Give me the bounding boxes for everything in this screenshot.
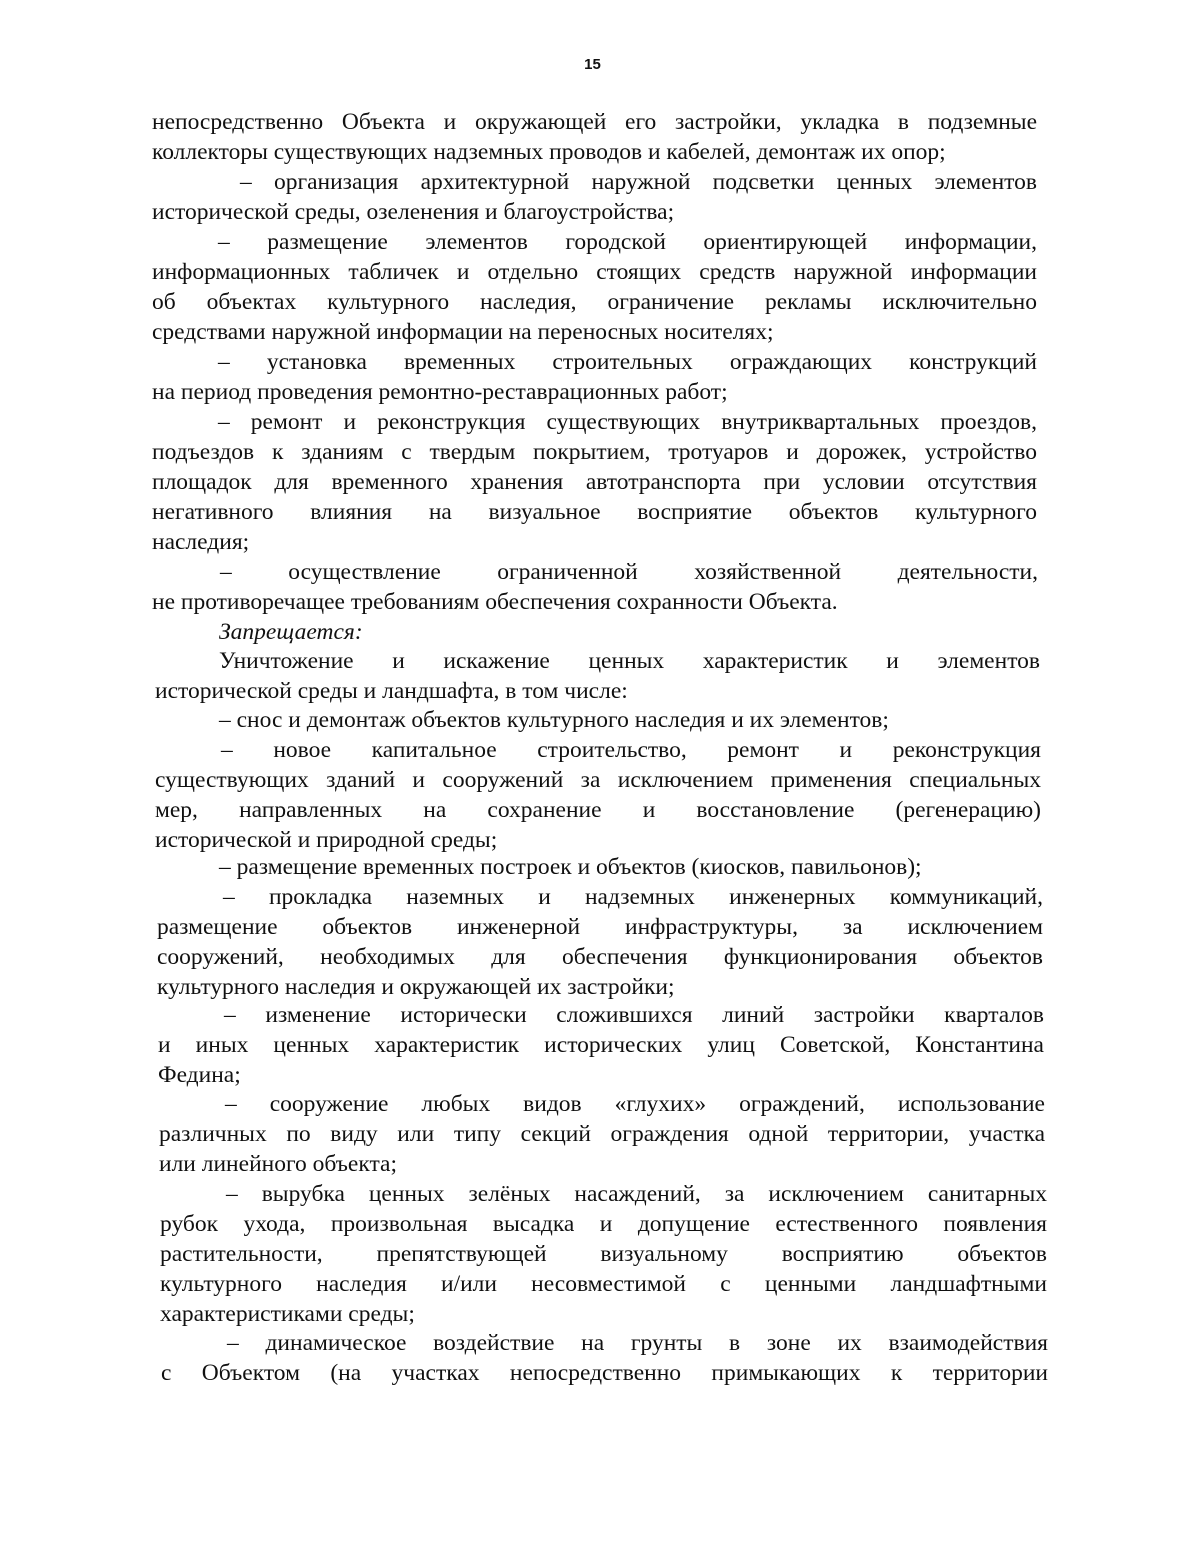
- paragraph: [152, 107, 1037, 167]
- text-line: с Объектом (на участках непосредственно примыкающих к территории: [161, 1360, 1048, 1386]
- paragraph: [152, 167, 1037, 227]
- paragraph: [219, 705, 1040, 735]
- text-line: коллекторы существующих надземных проводов и кабелей, демонтаж их опор;: [152, 139, 946, 165]
- text-line: размещение объектов инженерной инфраструктуры, за исключением: [157, 914, 1043, 940]
- text-line: – размещение элементов городской ориентирующей информации,: [218, 229, 1037, 255]
- text-line: исторической среды, озеленения и благоустройства;: [152, 199, 675, 225]
- paragraph: [159, 1089, 1045, 1179]
- text-line: об объектах культурного наследия, ограничение рекламы исключительно: [152, 289, 1037, 315]
- text-line: площадок для временного хранения автотранспорта при условии отсутствия: [152, 469, 1037, 495]
- paragraph: [152, 557, 1038, 617]
- text-line: культурного наследия и/или несовместимой с ценными ландшафтными: [160, 1271, 1047, 1297]
- text-line: – размещение временных построек и объектов (киосков, павильонов);: [219, 854, 922, 880]
- paragraph: [157, 882, 1043, 1002]
- text-line: культурного наследия и окружающей их застройки;: [157, 974, 675, 1000]
- text-line: существующих зданий и сооружений за исключением применения специальных: [155, 767, 1041, 793]
- text-line: – прокладка наземных и надземных инженерных коммуникаций,: [223, 884, 1043, 910]
- text-line: – вырубка ценных зелёных насаждений, за исключением санитарных: [226, 1181, 1047, 1207]
- text-line: характеристиками среды;: [160, 1301, 415, 1327]
- page-number: 15: [584, 56, 601, 73]
- paragraph: [152, 407, 1037, 557]
- text-line: – установка временных строительных ограждающих конструкций: [218, 349, 1037, 375]
- paragraph: [152, 227, 1037, 347]
- text-line: наследия;: [152, 529, 250, 555]
- text-line: на период проведения ремонтно-реставрационных работ;: [152, 379, 728, 405]
- text-line: различных по виду или типу секций ограждения одной территории, участка: [159, 1121, 1045, 1147]
- paragraph: [155, 646, 1040, 706]
- text-line: – динамическое воздействие на грунты в зоне их взаимодействия: [227, 1330, 1048, 1356]
- text-line: исторической и природной среды;: [155, 827, 498, 853]
- section-heading: [219, 617, 619, 647]
- text-line: – сооружение любых видов «глухих» ограждений, использование: [225, 1091, 1045, 1117]
- text-line: непосредственно Объекта и окружающей его застройки, укладка в подземные: [152, 109, 1037, 135]
- text-line: рубок ухода, произвольная высадка и допущение естественного появления: [160, 1211, 1047, 1237]
- paragraph: [152, 347, 1037, 407]
- paragraph: [158, 1000, 1044, 1090]
- text-line: подъездов к зданиям с твердым покрытием, тротуаров и дорожек, устройство: [152, 439, 1037, 465]
- text-line: или линейного объекта;: [159, 1151, 397, 1177]
- paragraph: [160, 1179, 1047, 1329]
- heading-text: Запрещается:: [219, 619, 363, 645]
- text-line: – снос и демонтаж объектов культурного наследия и их элементов;: [219, 707, 889, 733]
- text-line: Уничтожение и искажение ценных характеристик и элементов: [219, 648, 1040, 674]
- text-line: сооружений, необходимых для обеспечения функционирования объектов: [157, 944, 1043, 970]
- text-line: растительности, препятствующей визуальному восприятию объектов: [160, 1241, 1047, 1267]
- text-line: – ремонт и реконструкция существующих внутриквартальных проездов,: [218, 409, 1037, 435]
- text-line: информационных табличек и отдельно стоящих средств наружной информации: [152, 259, 1037, 285]
- text-line: и иных ценных характеристик исторических улиц Советской, Константина: [158, 1032, 1044, 1058]
- text-line: мер, направленных на сохранение и восстановление (регенерацию): [155, 797, 1041, 823]
- text-line: не противоречащее требованиям обеспечения сохранности Объекта.: [152, 589, 838, 615]
- text-line: средствами наружной информации на переносных носителях;: [152, 319, 774, 345]
- text-line: – осуществление ограниченной хозяйственной деятельности,: [220, 559, 1038, 585]
- text-line: негативного влияния на визуальное восприятие объектов культурного: [152, 499, 1037, 525]
- paragraph: [219, 852, 1041, 882]
- text-line: исторической среды и ландшафта, в том числе:: [155, 678, 628, 704]
- paragraph: [161, 1328, 1048, 1388]
- paragraph: [155, 735, 1041, 855]
- text-line: Федина;: [158, 1062, 241, 1088]
- text-line: – организация архитектурной наружной подсветки ценных элементов: [240, 169, 1037, 195]
- text-line: – изменение исторически сложившихся линий застройки кварталов: [224, 1002, 1044, 1028]
- text-line: – новое капитальное строительство, ремонт и реконструкция: [221, 737, 1041, 763]
